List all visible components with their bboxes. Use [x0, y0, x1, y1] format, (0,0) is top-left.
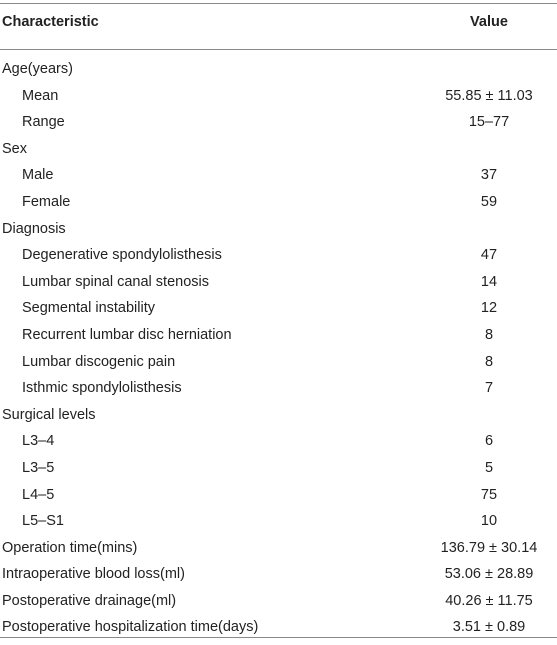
table-row: [0, 482, 557, 509]
row-value: 136.79 ± 30.14: [440, 539, 538, 556]
table-row: [0, 428, 557, 455]
table-row: [0, 136, 557, 163]
row-value: 75: [480, 486, 498, 503]
row-value: 53.06 ± 28.89: [444, 566, 534, 583]
table-row: [0, 269, 557, 296]
row-value: 6: [484, 433, 494, 450]
row-label: Isthmic spondylolisthesis: [22, 380, 182, 397]
table-row: [0, 455, 557, 482]
row-value: 10: [480, 513, 498, 530]
row-label: Diagnosis: [2, 220, 66, 237]
row-value: 12: [480, 300, 498, 317]
row-value: 8: [484, 326, 494, 343]
row-value: 14: [480, 273, 498, 290]
row-value: 5: [484, 459, 494, 476]
header-value: Value: [470, 14, 508, 30]
row-label: Segmental instability: [22, 300, 155, 317]
row-label: Operation time(mins): [2, 539, 138, 556]
table-bottom-rule: [0, 637, 557, 638]
table-row: [0, 83, 557, 110]
table-row: [0, 189, 557, 216]
row-value: 8: [484, 353, 494, 370]
row-value: 40.26 ± 11.75: [445, 592, 533, 609]
row-label: Recurrent lumbar disc herniation: [22, 326, 232, 343]
table-row: [0, 375, 557, 402]
table-header-row: [0, 4, 557, 49]
row-label: Sex: [2, 140, 27, 157]
row-value: 47: [480, 247, 498, 264]
row-label: L3–4: [22, 433, 55, 450]
table-row: [0, 109, 557, 136]
row-value: 55.85 ± 11.03: [445, 87, 533, 104]
row-value: 3.51 ± 0.89: [452, 619, 526, 636]
table-row: [0, 561, 557, 588]
row-label: Mean: [22, 87, 59, 104]
row-label: Surgical levels: [2, 406, 96, 423]
header-characteristic: Characteristic: [2, 14, 99, 30]
row-label: L3–5: [22, 459, 55, 476]
table-row: [0, 322, 557, 349]
row-value: 59: [480, 193, 498, 210]
table-row: [0, 295, 557, 322]
row-label: Lumbar spinal canal stenosis: [22, 273, 209, 290]
row-value: 7: [484, 380, 494, 397]
row-value: 37: [480, 167, 498, 184]
row-label: Female: [22, 193, 71, 210]
row-label: Age(years): [2, 61, 73, 77]
row-value: 15–77: [468, 114, 510, 131]
table-header-rule: [0, 49, 557, 50]
row-label: L4–5: [22, 486, 55, 503]
table-row: [0, 402, 557, 429]
row-label: L5–S1: [22, 513, 64, 530]
row-label: Range: [22, 114, 65, 131]
table-row: [0, 56, 557, 83]
row-label: Postoperative drainage(ml): [2, 592, 177, 609]
row-label: Postoperative hospitalization time(days): [2, 619, 259, 636]
table-row: [0, 242, 557, 269]
table-row: [0, 349, 557, 376]
table-row: [0, 162, 557, 189]
table-row: [0, 508, 557, 535]
row-label: Degenerative spondylolisthesis: [22, 247, 222, 264]
table-row: [0, 588, 557, 615]
table-body: [0, 56, 557, 641]
table-row: [0, 535, 557, 562]
row-label: Intraoperative blood loss(ml): [2, 566, 185, 583]
table-row: [0, 216, 557, 243]
row-label: Lumbar discogenic pain: [22, 353, 176, 370]
row-label: Male: [22, 167, 54, 184]
